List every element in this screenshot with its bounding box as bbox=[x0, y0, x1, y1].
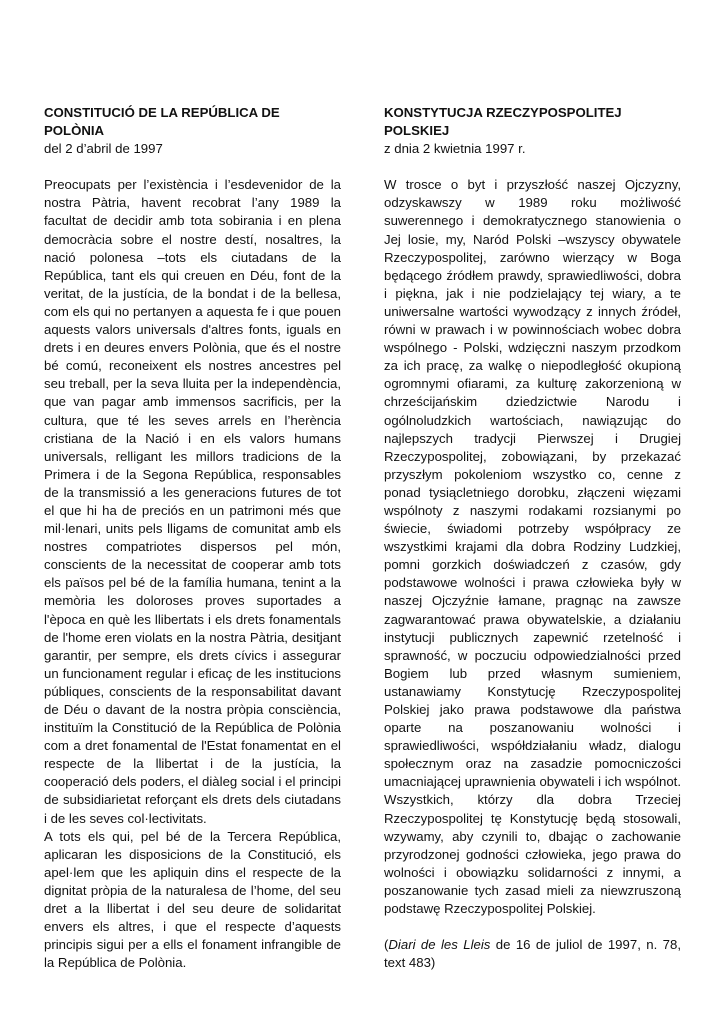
source-open-paren: ( bbox=[384, 937, 389, 953]
polish-title: KONSTYTUCJA RZECZYPOSPOLITEJ POLSKIEJ bbox=[384, 105, 622, 139]
source-details: de 16 de juliol de 1997, n. 78, text 483) bbox=[384, 937, 681, 971]
polish-column bbox=[384, 104, 681, 972]
polish-date: z dnia 2 kwietnia 1997 r. bbox=[384, 141, 526, 157]
catalan-title: CONSTITUCIÓ DE LA REPÚBLICA DE POLÒNIA bbox=[44, 105, 280, 139]
catalan-date: del 2 d’abril de 1997 bbox=[44, 141, 163, 157]
polish-preamble-paragraph: W trosce o byt i przyszłość naszej Ojczyzny, odzyskawszy w 1989 roku możliwość suwerennego i demokratycznego stanowienia o Jej losie, my, Naród Polski –wszyscy obywatele Rzeczypospolitej, zarówno wierzący w Boga będącego źródłem prawdy, sprawiedliwości, dobra i piękna, jak i nie podzielający tej wiary, a te uniwersalne wartości wywodzący z innych źródeł, równi w prawach i w powinnościach wobec dobra wspólnego - Polski, wdzięczni naszym przodkom za ich pracę, za walkę o niepodległość okupioną ogromnymi ofiarami, za kulturę zakorzenioną w chrześcijańskim dziedzictwie Narodu i ogólnoludzkich wartościach, nawiązując do najlepszych tradycji Pierwszej i Drugiej Rzeczypospolitej, zobowiązani, by przekazać przyszłym pokoleniom wszystko co, cenne z ponad tysiącletniego dorobku, złączeni więzami wspólnoty z naszymi rodakami rozsianymi po świecie, świadomi potrzeby współpracy ze wszystkimi krajami dla dobra Rodziny Ludzkiej, pomni gorzkich doświadczeń z czasów, gdy podstawowe wolności i prawa człowieka były w naszej Ojczyźnie łamane, pragnąc na zawsze zagwarantować prawa obywatelskie, a działaniu instytucji publicznych zapewnić rzetelność i sprawność, w poczuciu odpowiedzialności przed Bogiem lub przed własnym sumieniem, ustanawiamy Konstytucję Rzeczypospolitej Polskiej jako prawa podstawowe dla państwa oparte na poszanowaniu wolności i sprawiedliwości, współdziałaniu władz, dialogu społecznym oraz na zasadzie pomocniczości umacniającej uprawnienia obywateli i ich wspólnot. Wszystkich, którzy dla dobra Trzeciej Rzeczypospolitej tę Konstytucję będą stosowali, wzywamy, aby czynili to, dbając o zachowanie przyrodzonej godności człowieka, jego prawa do wolności i obowiązku solidarności z innymi, a poszanowanie tych zasad mieli za niewzruszoną podstawę Rzeczypospolitej Polskiej. bbox=[384, 177, 681, 917]
catalan-preamble-paragraph-1: Preocupats per l’existència i l’esdevenidor de la nostra Pàtria, havent recobrat l’any 1989 la facultat de decidir amb tota sobirania i en plena democràcia sobre el nostre destí, nosaltres, la nació polonesa –tots els ciutadans de la República, tant els qui creuen en Déu, font de la veritat, de la justícia, de la bondat i de la bellesa, com els qui no pertanyen a aquesta fe i que pouen aquests valors universals d'altres fonts, iguals en drets i en deures envers Polònia, que és el nostre bé comú, reconeixent els nostres ancestres pel seu treball, per la seva lluita per la independència, que van pagar amb immensos sacrificis, per la cultura, que té les seves arrels en l’herència cristiana de la Nació i en els valors humans universals, relligant les millors tradicions de la Primera i de la Segona República, responsables de la transmissió a les generacions futures de tot el que hi ha de preciós en un patrimoni més que mil·lenari, units pels lligams de comunitat amb els nostres compatriotes dispersos pel món, conscients de la necessitat de cooperar amb tots els països pel bé de la família humana, tenint a la memòria les doloroses proves suportades a l'època en què les llibertats i els drets fonamentals de l'home eren violats en la nostra Pàtria, desitjant garantir, per sempre, els drets cívics i assegurar un funcionament regular i eficaç de les institucions públiques, conscients de la responsabilitat davant de Déu o davant de la nostra pròpia consciència, instituïm la Constitució de la República de Polònia com a dret fonamental de l'Estat fonamentat en el respecte de la llibertat i de la justícia, la cooperació dels poders, el diàleg social i el principi de subsidiarietat reforçant els drets dels ciutadans i de les seves col·lectivitats. bbox=[44, 177, 341, 826]
catalan-column bbox=[44, 104, 341, 972]
source-citation bbox=[384, 936, 681, 972]
catalan-preamble-paragraph-2: A tots els qui, pel bé de la Tercera República, aplicaran les disposicions de la Constitució, els apel·lem que les apliquin dins el respecte de la dignitat pròpia de la naturalesa de l’home, del seu dret a la llibertat i del seu deure de solidaritat envers els altres, i que el respecte d’aquests principis sigui per a ells el fonament infrangible de la República de Polònia. bbox=[44, 828, 341, 971]
source-journal-name: Diari de les Lleis bbox=[388, 937, 491, 953]
